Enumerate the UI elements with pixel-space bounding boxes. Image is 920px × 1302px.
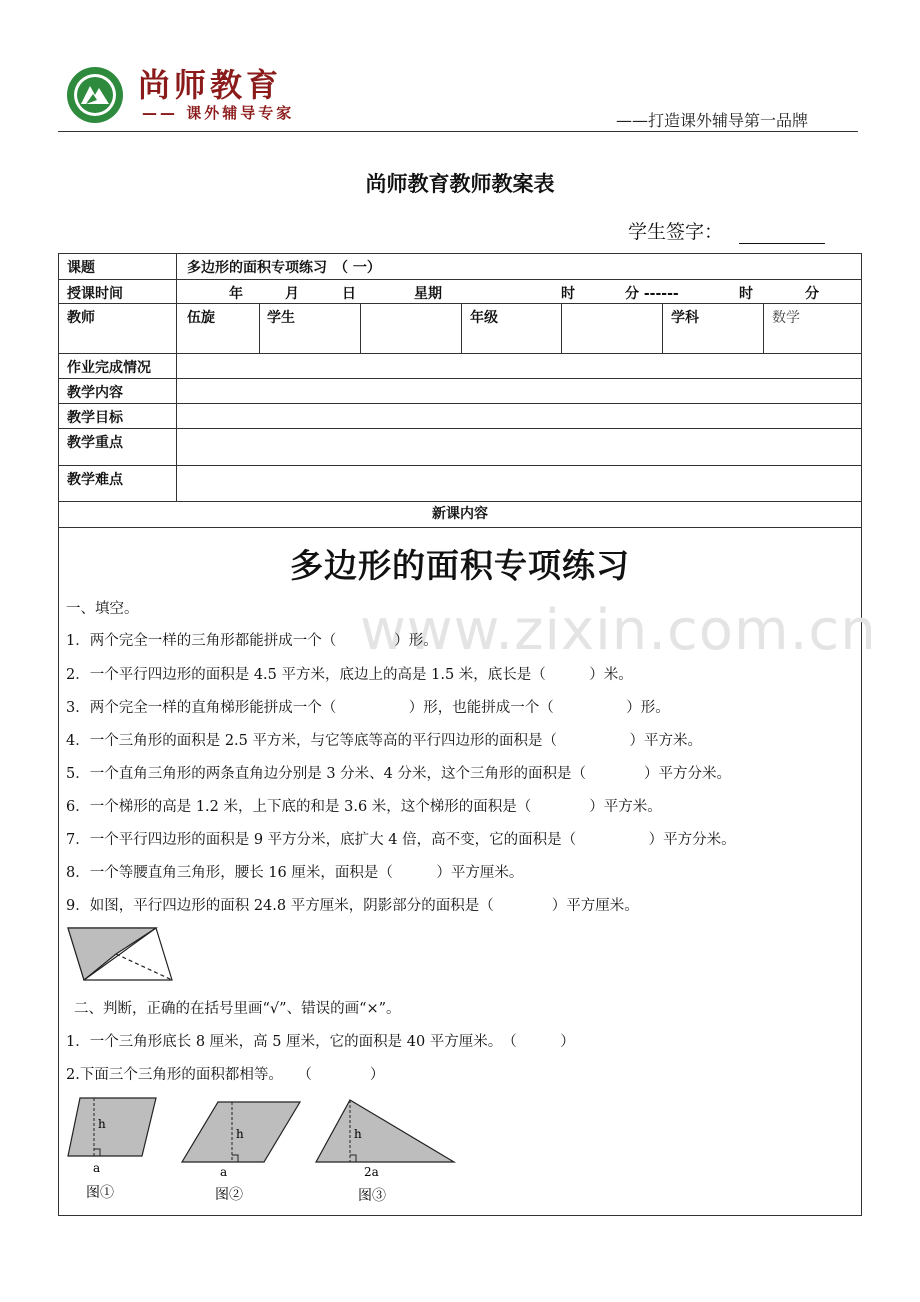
fill-item: 9．如图，平行四边形的面积 24.8 平方厘米，阴影部分的面积是（ ）平方厘米。: [66, 898, 639, 914]
lesson-title: 多边形的面积专项练习: [290, 546, 630, 585]
time-minute-end: 分: [805, 286, 819, 302]
brand-name: 尚师教育: [138, 66, 283, 104]
grade-label: 年级: [470, 310, 498, 326]
page-header: [58, 60, 858, 132]
goal-label: 教学目标: [59, 404, 177, 428]
section-judge-heading: 二、判断，正确的在括号里画“√”、错误的画“×”。: [74, 1001, 401, 1017]
row-teacher: [59, 304, 861, 354]
homework-label: 作业完成情况: [59, 354, 177, 378]
time-hour-end: 时: [739, 286, 753, 302]
time-day: 日: [342, 286, 356, 302]
subject-label: 学科: [671, 310, 699, 326]
document-title: 尚师教育教师教案表: [365, 172, 555, 196]
row-goal: [59, 404, 861, 429]
figure-3-caption: 图③: [358, 1188, 386, 1204]
figure-1-caption: 图①: [86, 1185, 114, 1201]
fill-item: 1．两个完全一样的三角形都能拼成一个（ ）形。: [66, 633, 438, 649]
signature-line[interactable]: [739, 225, 825, 244]
watermark: www.zixin.com.cn: [360, 598, 877, 663]
row-difficulty: [59, 466, 861, 502]
time-label: 授课时间: [59, 280, 177, 303]
fill-item: 7．一个平行四边形的面积是 9 平方分米，底扩大 4 倍，高不变，它的面积是（ ）平方分米。: [66, 832, 736, 848]
student-label: 学生: [267, 310, 295, 326]
topic-value: 多边形的面积专项练习 （ 一）: [187, 260, 381, 276]
cell-divider: [662, 304, 663, 353]
fill-item: 8．一个等腰直角三角形，腰长 16 厘米，面积是（ ）平方厘米。: [66, 865, 524, 881]
cell-divider: [259, 304, 260, 353]
row-topic: [59, 254, 861, 280]
topic-label: 课题: [59, 254, 177, 279]
teacher-value: 伍旋: [187, 310, 215, 326]
figure-3-height-label: h: [354, 1127, 362, 1141]
figure-1-base-label: a: [93, 1161, 101, 1175]
teacher-label: 教师: [59, 304, 177, 353]
fill-item: 2．一个平行四边形的面积是 4.5 平方米，底边上的高是 1.5 米，底长是（ ）米。: [66, 667, 633, 683]
content-label: 教学内容: [59, 379, 177, 403]
figure-1-height-label: h: [98, 1117, 106, 1131]
student-signature: [628, 217, 825, 244]
brand-slogan: ——打造课外辅导第一品牌: [615, 111, 808, 130]
row-time: [59, 280, 861, 304]
cell-divider: [461, 304, 462, 353]
header-divider: [58, 131, 858, 132]
figure-2-height-label: h: [236, 1127, 244, 1141]
figure-1-parallelogram: [66, 1094, 162, 1202]
cell-divider: [763, 304, 764, 353]
fill-item: 6．一个梯形的高是 1.2 米，上下底的和是 3.6 米，这个梯形的面积是（ ）平方米。: [66, 799, 662, 815]
row-homework: [59, 354, 861, 379]
judge-item: 2.下面三个三角形的面积都相等。 （ ）: [66, 1067, 385, 1083]
figure-2-base-label: a: [220, 1165, 228, 1179]
section-fill-heading: 一、填空。: [66, 601, 139, 617]
new-lesson-header: 新课内容: [59, 502, 861, 528]
figure-2-caption: 图②: [215, 1187, 243, 1203]
time-hour-start: 时: [561, 286, 575, 302]
subject-value: 数学: [772, 310, 800, 326]
row-content: [59, 379, 861, 404]
time-minute-start: 分 ------: [625, 286, 679, 302]
fill-item: 3．两个完全一样的直角梯形能拼成一个（ ）形，也能拼成一个（ ）形。: [66, 700, 670, 716]
time-weekday: 星期: [414, 286, 442, 302]
brand-logo-icon: [66, 66, 124, 124]
key-label: 教学重点: [59, 429, 177, 465]
parallelogram-shaded-figure: [64, 924, 176, 984]
figure-3-base-label: 2a: [364, 1165, 379, 1179]
cell-divider: [360, 304, 361, 353]
fill-item: 4．一个三角形的面积是 2.5 平方米，与它等底等高的平行四边形的面积是（ ）平方米。: [66, 733, 702, 749]
figure-3-triangle: [314, 1094, 458, 1206]
judge-item: 1．一个三角形底长 8 厘米，高 5 厘米，它的面积是 40 平方厘米。 （ ）: [66, 1034, 575, 1050]
time-month: 月: [285, 286, 299, 302]
figure-2-parallelogram: [180, 1094, 304, 1204]
difficulty-label: 教学难点: [59, 466, 177, 501]
cell-divider: [561, 304, 562, 353]
fill-item: 5．一个直角三角形的两条直角边分别是 3 分米、4 分米，这个三角形的面积是（ ）平方分米。: [66, 766, 731, 782]
row-key-point: [59, 429, 861, 466]
brand-tagline: —— 课外辅导专家: [142, 104, 295, 122]
time-year: 年: [229, 286, 243, 302]
signature-label: 学生签字：: [628, 221, 724, 243]
